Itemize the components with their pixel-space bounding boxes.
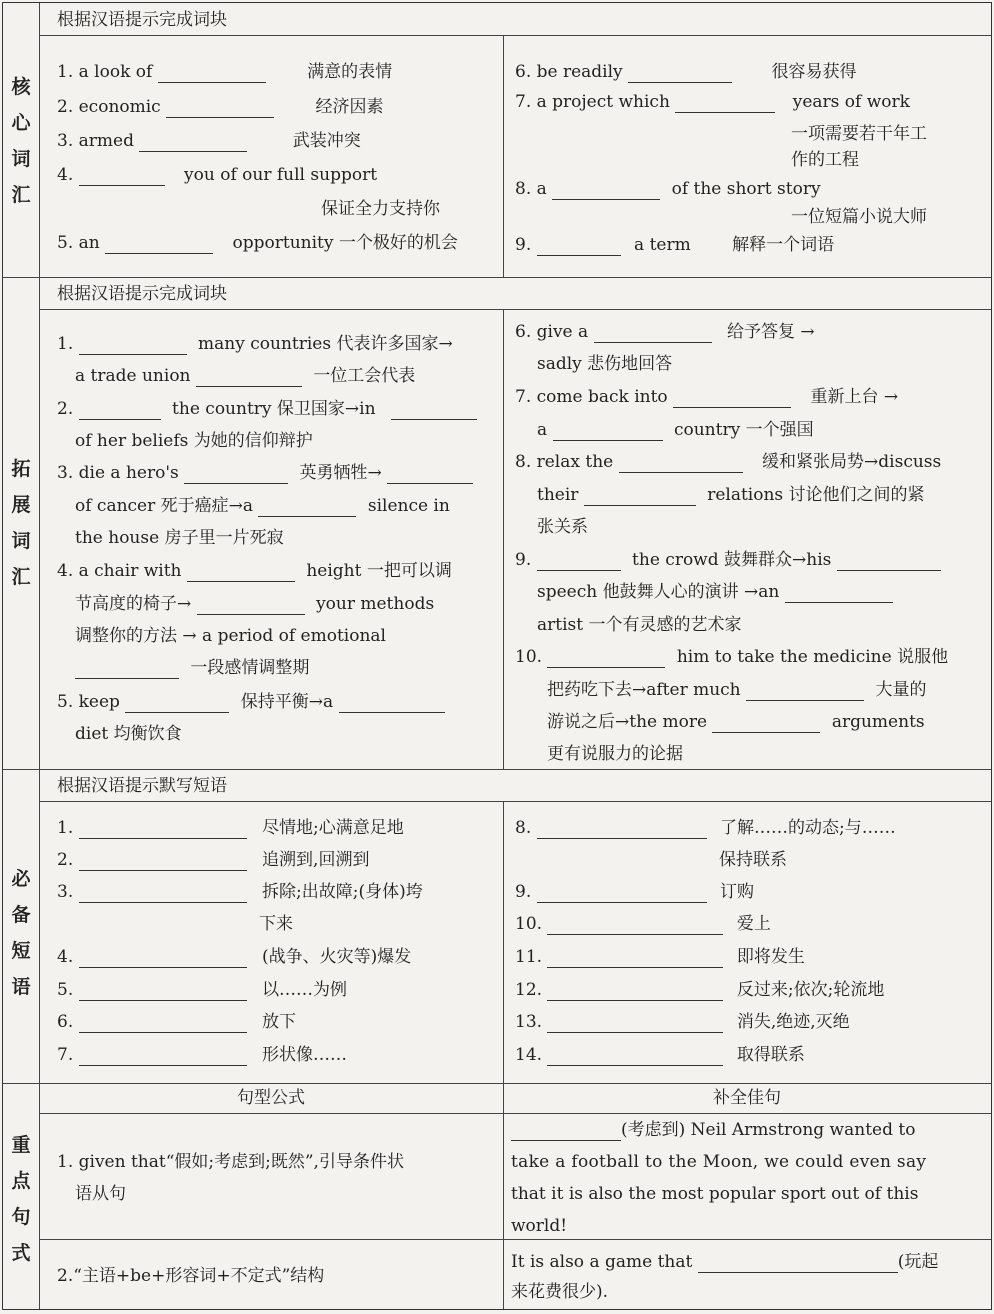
answer-blank[interactable]: [673, 389, 791, 408]
section-label-patterns: 重点句式: [11, 1134, 31, 1264]
core-item: 8. a of the short story: [515, 179, 821, 199]
answer-blank[interactable]: [79, 1014, 247, 1033]
answer-blank[interactable]: [553, 422, 663, 441]
rule: [503, 1083, 504, 1309]
answer-blank[interactable]: [196, 368, 302, 387]
answer-blank[interactable]: [139, 133, 247, 152]
ext-item: of cancer 死于癌症→a silence in: [75, 496, 450, 516]
answer-blank[interactable]: [158, 64, 266, 83]
rule: [39, 35, 991, 36]
phrases-header: 根据汉语提示默写短语: [57, 776, 227, 796]
worksheet-table: [2, 2, 992, 1310]
pattern-formula: 2.“主语+be+形容词+不定式”结构: [57, 1266, 325, 1286]
answer-blank[interactable]: [387, 465, 473, 484]
ext-item: 3. die a hero's 英勇牺牲→: [57, 462, 473, 484]
answer-blank[interactable]: [79, 852, 247, 871]
answer-blank[interactable]: [125, 694, 229, 713]
ext-item: speech 他鼓舞人心的演讲 →an: [537, 581, 893, 603]
answer-blank[interactable]: [547, 649, 665, 668]
ext-item: 2. the country 保卫国家→in: [57, 398, 477, 420]
answer-blank[interactable]: [79, 1047, 247, 1066]
pattern-sentence: that it is also the most popular sport out of this: [511, 1184, 919, 1204]
rule: [3, 277, 991, 278]
ext-item: 9. the crowd 鼓舞群众→his: [515, 549, 941, 571]
core-item: 3. armed 武装冲突: [57, 131, 361, 151]
phrase-item: 1. 尽情地;心满意足地: [57, 818, 404, 838]
core-item: 6. be readily 很容易获得: [515, 62, 857, 82]
patterns-col-left: 句型公式: [237, 1088, 305, 1108]
core-item: 9. a term 解释一个词语: [515, 235, 835, 255]
pattern-formula: 1. given that“假如;考虑到;既然”,引导条件状: [57, 1152, 404, 1172]
answer-blank[interactable]: [339, 694, 445, 713]
answer-blank[interactable]: [628, 64, 732, 83]
phrase-item: 5. 以……为例: [57, 980, 348, 1000]
rule: [39, 801, 991, 802]
patterns-col-right: 补全佳句: [713, 1088, 781, 1108]
answer-blank[interactable]: [258, 498, 356, 517]
phrase-item: 13. 消失,绝迹,灭绝: [515, 1012, 850, 1032]
answer-blank[interactable]: [675, 94, 775, 113]
core-item: 2. economic 经济因素: [57, 97, 384, 117]
ext-item: 5. keep 保持平衡→a: [57, 691, 445, 713]
ext-item: their relations 讨论他们之间的紧: [537, 485, 925, 505]
ext-item: 游说之后→the more arguments: [547, 712, 925, 732]
ext-item: 4. a chair with height 一把可以调: [57, 561, 452, 581]
answer-blank[interactable]: [79, 401, 161, 420]
answer-blank[interactable]: [75, 660, 179, 679]
ext-item: a country 一个强国: [537, 420, 814, 440]
rule: [3, 1083, 991, 1084]
core-item: 5. an opportunity 一个极好的机会: [57, 233, 458, 253]
answer-blank[interactable]: [746, 682, 864, 701]
ext-item: 一段感情调整期: [75, 657, 309, 679]
answer-blank[interactable]: [552, 181, 660, 200]
answer-blank[interactable]: [79, 336, 187, 355]
answer-blank[interactable]: [79, 167, 165, 186]
core-item-cn: 保证全力支持你: [321, 199, 440, 219]
ext-item: 节高度的椅子→ your methods: [75, 594, 435, 614]
pattern-sentence: 来花费很少).: [511, 1282, 609, 1302]
phrase-item: 6. 放下: [57, 1012, 297, 1032]
ext-item: the house 房子里一片死寂: [75, 528, 284, 548]
ext-item: 张关系: [537, 517, 588, 537]
answer-blank[interactable]: [547, 1014, 723, 1033]
answer-blank[interactable]: [79, 982, 247, 1001]
ext-item: sadly 悲伤地回答: [537, 354, 673, 374]
section-label-phrases: 必备短语: [11, 868, 31, 998]
rule: [503, 309, 504, 769]
answer-blank[interactable]: [547, 916, 723, 935]
pattern-sentence: take a football to the Moon, we could even say: [511, 1152, 927, 1172]
rule: [39, 309, 991, 310]
phrase-item: 9. 订购: [515, 882, 755, 902]
ext-item: artist 一个有灵感的艺术家: [537, 615, 742, 635]
phrase-item: 11. 即将发生: [515, 947, 805, 967]
ext-item: diet 均衡饮食: [75, 724, 182, 744]
answer-blank[interactable]: [391, 401, 477, 420]
answer-blank[interactable]: [547, 982, 723, 1001]
ext-item: 调整你的方法 → a period of emotional: [75, 626, 386, 646]
ext-item: 把药吃下去→after much 大量的: [547, 680, 927, 700]
answer-blank[interactable]: [537, 237, 621, 256]
core-item: 1. a look of 满意的表情: [57, 62, 393, 82]
pattern-sentence: world!: [511, 1216, 568, 1236]
phrase-item: 7. 形状像……: [57, 1045, 348, 1065]
answer-blank[interactable]: [547, 949, 723, 968]
phrase-item: 4. (战争、火灾等)爆发: [57, 947, 412, 967]
answer-blank[interactable]: [537, 884, 707, 903]
pattern-formula: 语从句: [75, 1184, 126, 1204]
phrase-item: 3. 拆除;出故障;(身体)垮: [57, 882, 423, 902]
core-header: 根据汉语提示完成词块: [57, 10, 227, 30]
core-item-cn: 作的工程: [791, 150, 859, 170]
core-item: 7. a project which years of work: [515, 92, 910, 112]
phrase-item-cn: 下来: [259, 914, 293, 934]
answer-blank[interactable]: [547, 1047, 723, 1066]
rule: [39, 3, 40, 1309]
answer-blank[interactable]: [79, 949, 247, 968]
section-label-core: 核心词汇: [11, 76, 31, 206]
phrase-item: 8. 了解……的动态;与……: [515, 818, 896, 838]
pattern-sentence: (考虑到) Neil Armstrong wanted to: [511, 1119, 915, 1141]
answer-blank[interactable]: [511, 1122, 621, 1141]
extended-header: 根据汉语提示完成词块: [57, 284, 227, 304]
answer-blank[interactable]: [584, 487, 696, 506]
pattern-sentence: It is also a game that (玩起: [511, 1252, 939, 1272]
answer-blank[interactable]: [619, 454, 743, 473]
answer-blank[interactable]: [187, 563, 295, 582]
phrase-item: 10. 爱上: [515, 914, 771, 934]
core-item-cn: 一位短篇小说大师: [791, 207, 927, 227]
ext-item: 6. give a 给予答复 →: [515, 322, 815, 342]
answer-blank[interactable]: [537, 552, 621, 571]
answer-blank[interactable]: [105, 235, 213, 254]
answer-blank[interactable]: [184, 465, 288, 484]
answer-blank[interactable]: [594, 324, 712, 343]
ext-item: 更有说服力的论据: [547, 744, 683, 764]
phrase-item: 12. 反过来;依次;轮流地: [515, 980, 885, 1000]
ext-item: 8. relax the 缓和紧张局势→discuss: [515, 452, 942, 472]
rule: [39, 1239, 991, 1240]
answer-blank[interactable]: [698, 1254, 898, 1273]
phrase-item-cn: 保持联系: [719, 850, 787, 870]
phrase-item: 2. 追溯到,回溯到: [57, 850, 370, 870]
ext-item: a trade union 一位工会代表: [75, 366, 416, 386]
rule: [3, 769, 991, 770]
rule: [503, 35, 504, 277]
core-item-cn: 一项需要若干年工: [791, 124, 927, 144]
answer-blank[interactable]: [785, 584, 893, 603]
answer-blank[interactable]: [537, 820, 707, 839]
answer-blank[interactable]: [197, 596, 305, 615]
rule: [39, 1113, 991, 1114]
answer-blank[interactable]: [79, 820, 247, 839]
section-label-extended: 拓展词汇: [11, 458, 31, 588]
answer-blank[interactable]: [166, 99, 274, 118]
rule: [503, 801, 504, 1083]
ext-item: 10. him to take the medicine 说服他: [515, 647, 949, 667]
core-item: 4. you of our full support: [57, 165, 378, 185]
ext-item: 1. many countries 代表许多国家→: [57, 334, 453, 354]
answer-blank[interactable]: [837, 552, 941, 571]
ext-item: 7. come back into 重新上台 →: [515, 387, 899, 407]
answer-blank[interactable]: [712, 714, 820, 733]
phrase-item: 14. 取得联系: [515, 1045, 805, 1065]
ext-item: of her beliefs 为她的信仰辩护: [75, 431, 313, 451]
answer-blank[interactable]: [79, 884, 247, 903]
